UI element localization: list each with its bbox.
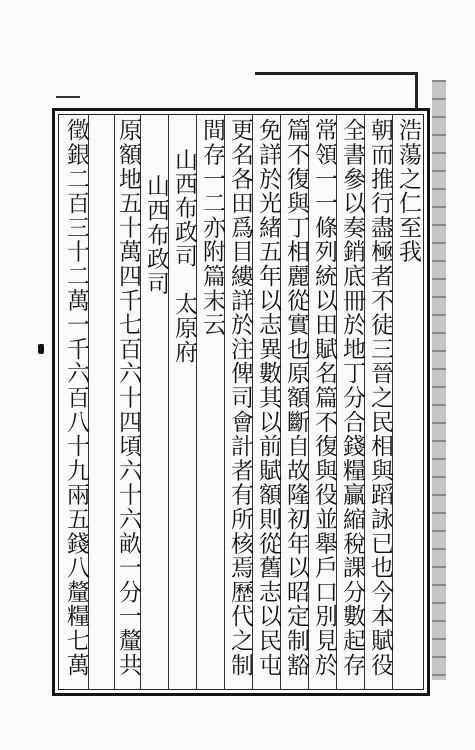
heading-column-province: 山西布政司 bbox=[143, 174, 169, 296]
text-column-original-land: 原額地五十萬四千七百六十四頃六十六畝一分一釐共 bbox=[115, 118, 141, 677]
text-column-6: 免詳於光緒五年以志異數其以前賦額則從舊志以民屯 bbox=[255, 118, 281, 677]
text-column-1: 浩蕩之仁至我 bbox=[395, 118, 421, 264]
margin-dot bbox=[38, 344, 44, 354]
text-column-5: 篇不復與丁相麗從實也原額斷自故隆初年以昭定制豁 bbox=[283, 118, 309, 677]
text-column-8: 間存一二亦附篇末云 bbox=[199, 118, 225, 337]
page-edge-strip bbox=[432, 80, 446, 680]
heading-column-province-prefecture: 山西布政司 太原府 bbox=[171, 148, 197, 364]
text-column-7: 更名各田爲目縷詳於注俾司會計者有所核焉歷代之制 bbox=[227, 118, 253, 677]
text-column-4: 常領一一條列統以田賦名篇不復與役並舉戶口別見於 bbox=[311, 118, 337, 677]
text-column-silver-levy: 徵銀二百三十二萬一千六百八十九兩五錢八釐糧七萬 bbox=[63, 118, 89, 677]
text-column-3: 全書參以奏銷底冊於地丁分合錢糧贏縮稅課分數起存 bbox=[339, 118, 365, 677]
page-edge-top bbox=[255, 72, 418, 111]
text-column-2: 朝而推行盡極者不徒三晉之民相與蹈詠已也今本賦役 bbox=[367, 118, 393, 677]
